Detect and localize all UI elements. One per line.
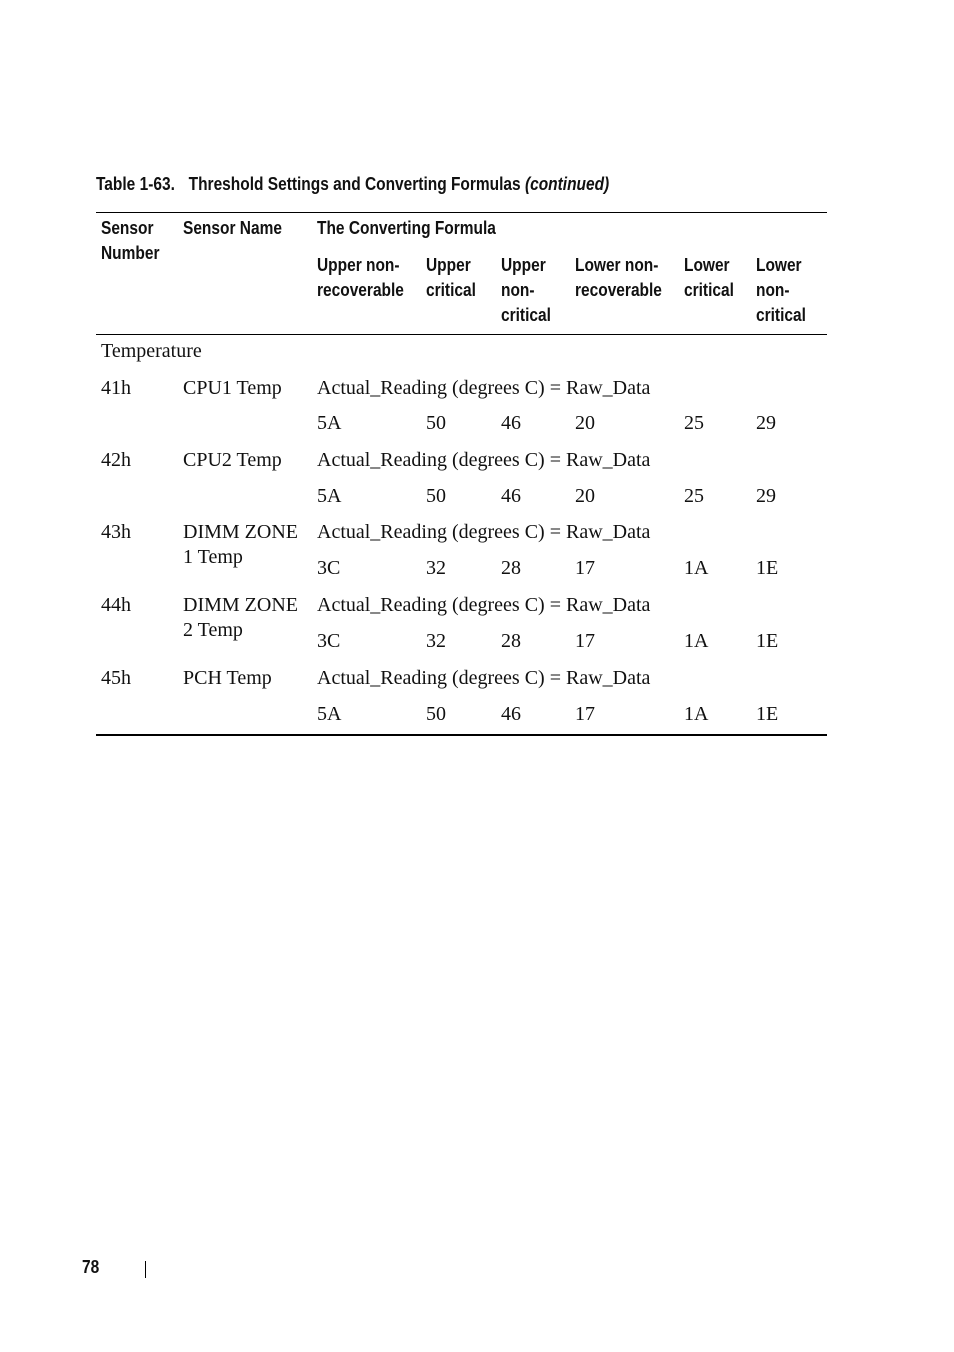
header-lower-non-critical <box>756 253 806 328</box>
value-upper-non-recoverable: 5A <box>317 485 342 507</box>
converting-formula: Actual_Reading (degrees C) = Raw_Data <box>317 521 651 543</box>
footer-divider <box>145 1261 146 1278</box>
header-lower-non-recoverable <box>575 253 662 303</box>
value-upper-non-recoverable: 5A <box>317 412 342 434</box>
header-line: critical <box>501 305 551 325</box>
header-line: Sensor <box>101 218 154 238</box>
header-line: critical <box>426 280 476 300</box>
value-upper-non-critical: 28 <box>501 557 521 579</box>
value-lower-non-critical: 29 <box>756 412 776 434</box>
header-upper-non-critical <box>501 253 551 328</box>
sensor-number: 45h <box>101 667 131 689</box>
header-line: non- <box>501 280 535 300</box>
header-line: Lower <box>756 255 802 275</box>
value-lower-critical: 1A <box>684 557 709 579</box>
header-line: recoverable <box>317 280 404 300</box>
sensor-name-line: DIMM ZONE <box>183 594 298 616</box>
value-lower-critical: 25 <box>684 412 704 434</box>
sensor-number: 43h <box>101 521 131 543</box>
value-lower-critical: 1A <box>684 630 709 652</box>
header-line: Lower non- <box>575 255 659 275</box>
sensor-name: CPU2 Temp <box>183 449 282 471</box>
value-upper-non-recoverable: 3C <box>317 557 341 579</box>
value-upper-critical: 32 <box>426 630 446 652</box>
header-line: recoverable <box>575 280 662 300</box>
sensor-name-line: 1 Temp <box>183 546 243 568</box>
value-upper-critical: 50 <box>426 412 446 434</box>
header-line: Upper <box>501 255 546 275</box>
table-bottom-rule <box>96 734 827 736</box>
section-label: Temperature <box>101 340 202 362</box>
value-lower-critical: 25 <box>684 485 704 507</box>
sensor-name: CPU1 Temp <box>183 377 282 399</box>
value-lower-critical: 1A <box>684 703 709 725</box>
value-lower-non-critical: 29 <box>756 485 776 507</box>
sensor-number: 42h <box>101 449 131 471</box>
header-line: Upper non- <box>317 255 400 275</box>
header-line: non- <box>756 280 790 300</box>
page-number: 78 <box>82 1257 100 1277</box>
value-upper-critical: 32 <box>426 557 446 579</box>
table-caption <box>96 174 609 195</box>
header-sensor-number <box>101 216 159 266</box>
header-sensor-name: Sensor Name <box>183 218 282 238</box>
converting-formula: Actual_Reading (degrees C) = Raw_Data <box>317 667 651 689</box>
header-line: Number <box>101 243 160 263</box>
header-upper-non-recoverable <box>317 253 404 303</box>
value-upper-non-critical: 46 <box>501 703 521 725</box>
converting-formula: Actual_Reading (degrees C) = Raw_Data <box>317 449 651 471</box>
value-lower-non-recoverable: 20 <box>575 485 595 507</box>
value-lower-non-recoverable: 17 <box>575 703 595 725</box>
sensor-name-line: DIMM ZONE <box>183 521 298 543</box>
header-line: critical <box>756 305 806 325</box>
header-line: critical <box>684 280 734 300</box>
sensor-name: PCH Temp <box>183 667 272 689</box>
value-upper-non-recoverable: 3C <box>317 630 341 652</box>
value-upper-non-critical: 28 <box>501 630 521 652</box>
header-line: Upper <box>426 255 471 275</box>
value-lower-non-recoverable: 17 <box>575 557 595 579</box>
header-converting-formula: The Converting Formula <box>317 218 496 238</box>
value-lower-non-critical: 1E <box>756 703 779 725</box>
sensor-name <box>183 593 298 643</box>
sensor-name-line: 2 Temp <box>183 619 243 641</box>
value-upper-non-critical: 46 <box>501 485 521 507</box>
converting-formula: Actual_Reading (degrees C) = Raw_Data <box>317 594 651 616</box>
sensor-name <box>183 520 298 570</box>
value-upper-non-critical: 46 <box>501 412 521 434</box>
header-line: Lower <box>684 255 730 275</box>
sensor-number: 41h <box>101 377 131 399</box>
table-top-rule <box>96 212 827 213</box>
value-upper-critical: 50 <box>426 703 446 725</box>
header-upper-critical <box>426 253 476 303</box>
value-lower-non-critical: 1E <box>756 557 779 579</box>
value-lower-non-recoverable: 17 <box>575 630 595 652</box>
table-label: Table 1-63. <box>96 174 175 194</box>
value-lower-non-critical: 1E <box>756 630 779 652</box>
value-lower-non-recoverable: 20 <box>575 412 595 434</box>
sensor-number: 44h <box>101 594 131 616</box>
converting-formula: Actual_Reading (degrees C) = Raw_Data <box>317 377 651 399</box>
table-continued: (continued) <box>524 174 610 194</box>
table-title: Threshold Settings and Converting Formulas <box>188 174 521 194</box>
value-upper-critical: 50 <box>426 485 446 507</box>
value-upper-non-recoverable: 5A <box>317 703 342 725</box>
header-lower-critical <box>684 253 734 303</box>
table-header-rule <box>96 334 827 335</box>
